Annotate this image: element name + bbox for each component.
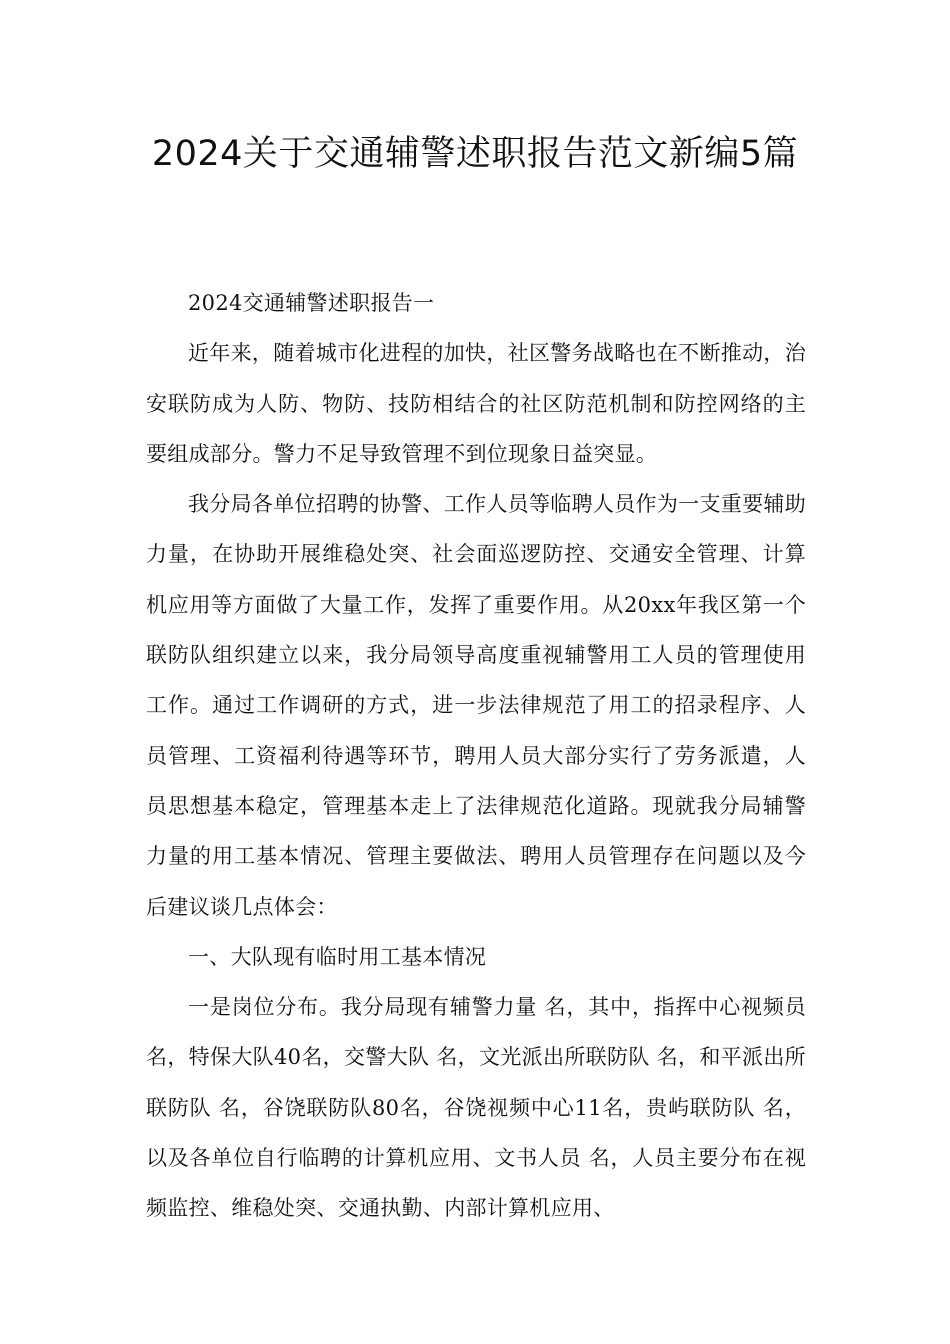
paragraph: 一是岗位分布。我分局现有辅警力量 名，其中，指挥中心视频员 名，特保大队40名，交警大队 名，文光派出所联防队 名，和平派出所联防队 名，谷饶联防队80名，谷饶视频中心11名，贵屿联防队 名， 以及各单位自行临聘的计算机应用、文书人员 名，人员主要分布在视频监控、维稳处突、交通执勤、内部计算机应用、: [146, 995, 806, 1221]
document-title: 2024关于交通辅警述职报告范文新编5篇: [151, 134, 799, 174]
paragraph: 近年来，随着城市化进程的加快，社区警务战略也在不断推动，治安联防成为人防、物防、技防相结合的社区防范机制和防控网络的主要组成部分。警力不足导致管理不到位现象日益突显。: [146, 341, 806, 466]
section-heading: 一、大队现有临时用工基本情况: [188, 944, 487, 969]
paragraph: 我分局各单位招聘的协警、工作人员等临聘人员作为一支重要辅助力量，在协助开展维稳处突、社会面巡逻防控、交通安全管理、计算机应用等方面做了大量工作，发挥了重要作用。从20xx年我区第一个联防队组织建立以来，我分局领导高度重视辅警用工人员的管理使用工作。通过工作调研的方式，进一步法律规范了用工的招录程序、人员管理、工资福利待遇等环节，聘用人员大部分实行了劳务派遣，人员思想基本稳定，管理基本走上了法律规范化道路。现就我分局辅警力量的用工基本情况、管理主要做法、聘用人员管理存在问题以及今后建议谈几点体会：: [146, 492, 806, 919]
section-heading: 2024交通辅警述职报告一: [188, 291, 435, 315]
document-body: [146, 278, 806, 1234]
